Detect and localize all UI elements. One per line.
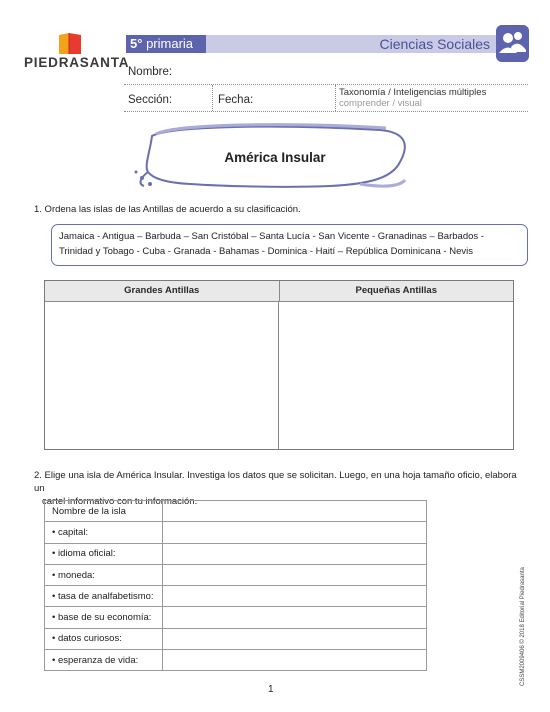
row-label: • moneda:	[45, 564, 163, 585]
islands-line: Jamaica - Antigua – Barbuda – San Cristóbal – Santa Lucía - San Vicente - Granadinas – Barbados -	[59, 231, 484, 242]
row-label: • idioma oficial:	[45, 543, 163, 564]
header-grandes-antillas: Grandes Antillas	[45, 281, 280, 301]
islands-line: Trinidad y Tobago - Cuba - Granada - Bahamas - Dominica - Haití – República Dominicana - Nevis	[59, 246, 473, 257]
question-2-line: cartel informativo con tu información.	[42, 496, 198, 507]
answer-cell[interactable]	[163, 564, 427, 585]
island-data-table	[44, 500, 427, 671]
taxonomy-values: comprender / visual	[339, 98, 422, 109]
nombre-line[interactable]	[124, 84, 528, 85]
row-label: • esperanza de vida:	[45, 650, 163, 671]
piedrasanta-logo-icon	[57, 32, 83, 56]
row-label: Nombre de la isla	[45, 501, 163, 522]
answer-cell[interactable]	[163, 607, 427, 628]
divider	[212, 85, 213, 111]
answer-cell[interactable]	[163, 586, 427, 607]
question-1: 1. Ordena las islas de las Antillas de acuerdo a su clasificación.	[34, 204, 301, 215]
table-row	[45, 564, 427, 585]
grade-word: primaria	[146, 36, 194, 51]
row-label: • capital:	[45, 522, 163, 543]
table-row	[45, 586, 427, 607]
divider	[335, 85, 336, 111]
answer-cell[interactable]	[163, 522, 427, 543]
answer-cell[interactable]	[163, 650, 427, 671]
seccion-line	[124, 111, 528, 112]
question-2-line: 2. Elige una isla de América Insular. Investiga los datos que se solicitan. Luego, en una hoja tamaño oficio, elabora un	[34, 470, 517, 494]
copyright-side-text: CSSM2009406 © 2018 Editorial Piedrasanta	[520, 567, 526, 686]
islands-list	[59, 229, 523, 259]
answer-cell[interactable]	[163, 501, 427, 522]
nombre-label: Nombre:	[128, 66, 173, 78]
page-title: América Insular	[224, 150, 326, 165]
antillas-table-header	[45, 281, 513, 302]
answer-cell[interactable]	[163, 628, 427, 649]
table-row	[45, 501, 427, 522]
table-row	[45, 650, 427, 671]
table-row	[45, 607, 427, 628]
table-row	[45, 628, 427, 649]
grade-number: 5°	[130, 36, 143, 51]
subject-title: Ciencias Sociales	[206, 35, 496, 53]
antillas-table	[44, 280, 514, 450]
table-row	[45, 522, 427, 543]
row-label: • tasa de analfabetismo:	[45, 586, 163, 607]
fecha-label: Fecha:	[218, 94, 254, 106]
header-pequenas-antillas: Pequeñas Antillas	[355, 285, 437, 296]
page-number: 1	[268, 684, 274, 695]
seccion-label: Sección:	[128, 94, 173, 106]
antillas-table-body	[45, 302, 513, 449]
row-label: • datos curiosos:	[45, 628, 163, 649]
table-row	[45, 543, 427, 564]
brand-name: PIEDRASANTA	[24, 55, 130, 70]
answer-cell[interactable]	[163, 543, 427, 564]
grade-label	[126, 35, 206, 53]
taxonomy-label: Taxonomía / Inteligencias múltiples	[339, 87, 487, 98]
row-label: • base de su economía:	[45, 607, 163, 628]
people-icon	[496, 25, 529, 62]
grandes-antillas-cell[interactable]	[45, 302, 278, 449]
pequenas-antillas-cell[interactable]	[279, 302, 513, 449]
